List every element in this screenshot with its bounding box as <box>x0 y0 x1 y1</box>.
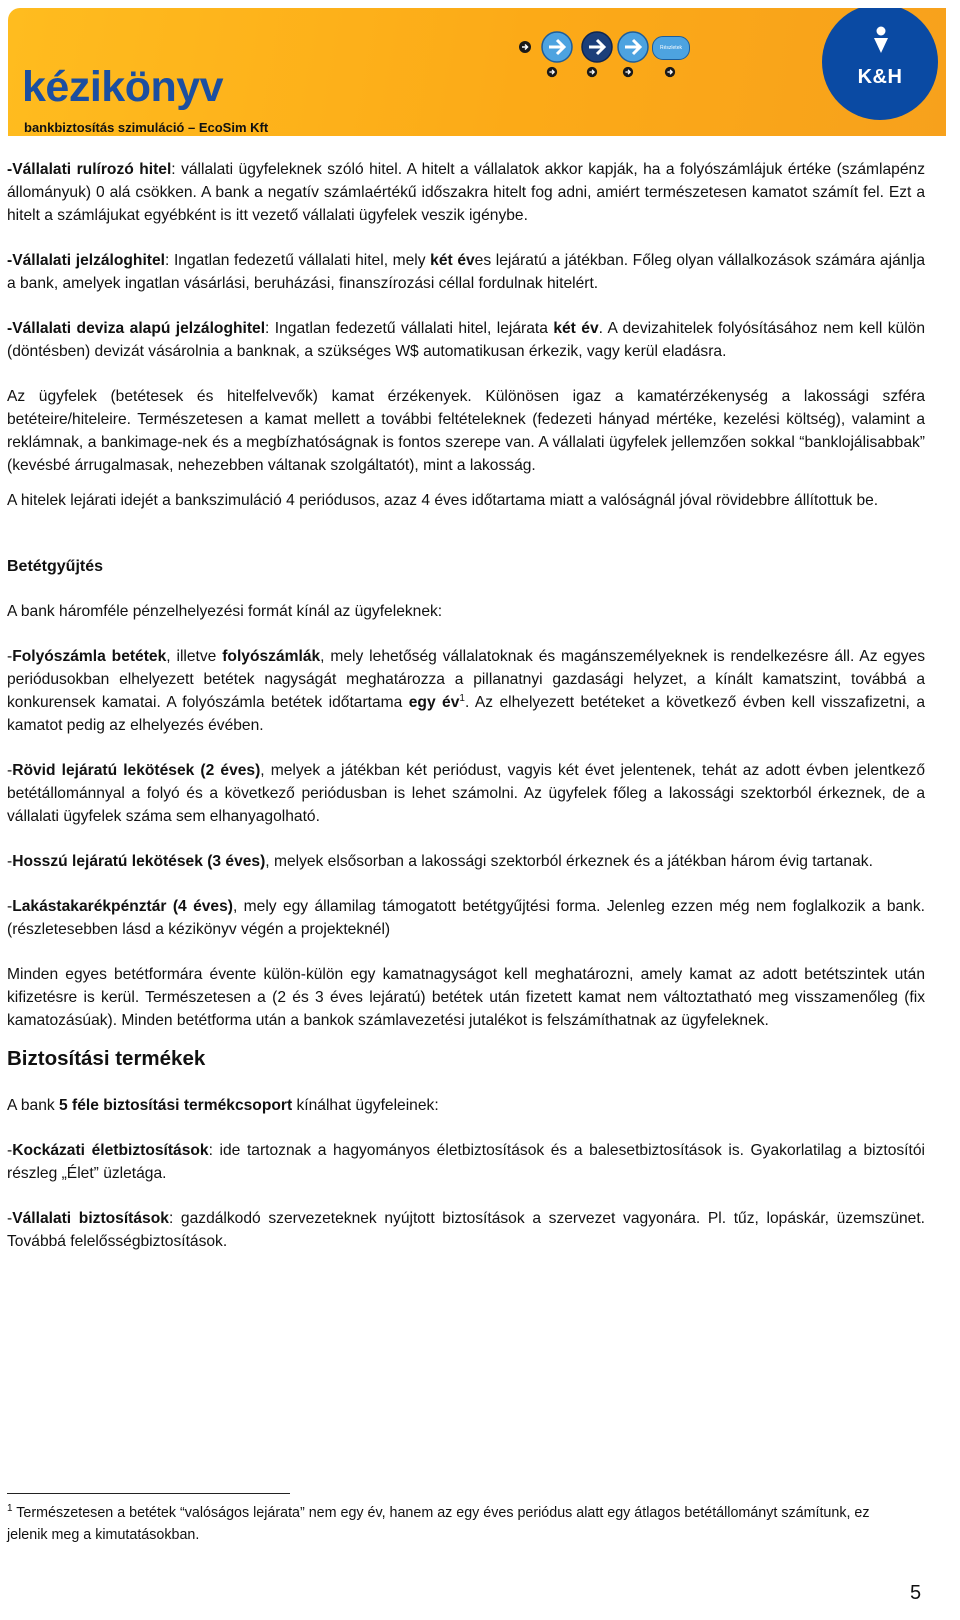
footnote-text: Természetesen a betétek “valóságos lejárata” nem egy év, hanem az egy éves periódus alatt egy átlagos betétállományt számítunk, ez jelenik meg a kimutatásokban. <box>7 1505 870 1543</box>
section-heading-deposits: Betétgyűjtés <box>7 558 104 575</box>
paragraph-short-term-deposit <box>7 759 925 828</box>
footnote-reference[interactable]: 1 <box>459 692 465 704</box>
forward-arrow-icon[interactable] <box>540 30 574 64</box>
details-button[interactable] <box>652 36 690 60</box>
kh-logo-mark-icon <box>868 26 894 54</box>
text: : gazdálkodó szervezeteknek nyújtott biztosítások a szervezet vagyonára. Pl. tűz, lopáskár, üzemszünet. Továbbá felelősségbiztosítások. <box>7 1210 926 1250</box>
text: - <box>7 648 13 665</box>
text: : vállalati ügyfeleknek szóló hitel. A hitelt a vállalatok akkor kapják, ha a folyószámlájuk értéke (számlapénz állományuk) 0 alá csökken. A bank a negatív számlaértékű időszakra hitelt fog adni, amiért természetesen kamatot számít fel. Ezt a hitelt a számlájukat egyébként is itt vezető vállalati ügyfelek veszik igénybe. <box>7 161 925 224</box>
text: - <box>7 1210 13 1227</box>
text: . Az elhelyezett betéteket a következő évben kell visszafizetni, a kamatot pedig az elhelyezés évében. <box>7 694 925 734</box>
text: es lejáratú a játékban. Főleg olyan vállalkozások számára ajánlja a bank, amelyek ingatlan vásárlási, beruházási, finanszírozási céllal fordulnak hitelért. <box>7 252 926 292</box>
paragraph-home-savings <box>7 895 925 941</box>
text: - <box>7 853 13 870</box>
footnote <box>7 1502 907 1546</box>
text: A bank <box>7 1097 60 1114</box>
paragraph-corporate-insurance <box>7 1207 925 1253</box>
term-mortgage-loan: -Vállalati jelzáloghitel <box>7 252 165 269</box>
page-number: 5 <box>910 1582 922 1604</box>
document-subtitle: bankbiztosítás szimuláció – EcoSim Kft <box>24 120 269 135</box>
term-revolving-credit: -Vállalati rulírozó hitel <box>7 161 172 178</box>
footnote-marker: 1 <box>7 1503 13 1515</box>
text: - <box>7 898 13 915</box>
header-banner <box>8 8 946 136</box>
small-arrow-icon-3[interactable] <box>586 66 598 78</box>
text: : Ingatlan fedezetű vállalati hitel, mely <box>165 252 431 269</box>
small-arrow-icon[interactable] <box>518 40 532 54</box>
paragraph-life-insurance <box>7 1139 925 1185</box>
small-arrow-icon-2[interactable] <box>546 66 558 78</box>
term-life-insurance: Kockázati életbiztosítások <box>12 1142 209 1159</box>
forward-arrow-icon-light[interactable] <box>616 30 650 64</box>
small-arrow-icon-4[interactable] <box>622 66 634 78</box>
bold-text: 5 féle biztosítási termékcsoport <box>59 1097 293 1114</box>
paragraph-loan-maturity: A hitelek lejárati idejét a bankszimuláció 4 periódusos, azaz 4 éves időtartama miatt a valóságnál jóval rövidebbre állítottuk be. <box>7 492 879 509</box>
document-title: kézikönyv <box>22 63 224 111</box>
bold-text: két év <box>553 320 599 337</box>
paragraph-long-term-deposit <box>7 850 925 873</box>
paragraph-current-account <box>7 645 925 737</box>
kh-logo-text: K&H <box>857 66 903 88</box>
main-content <box>7 158 925 1253</box>
paragraph-deposit-interest: Minden egyes betétformára évente külön-külön egy kamatnagyságot kell meghatározni, amely kamat az adott betétszintek után kifizetésre is kerül. Természetesen a (2 és 3 éves lejáratú) betétek után fizetett kamat nem változtatható meg visszamenőleg (fix kamatozásúak). Minden betétforma után a bankok számlavezetési jutalékot is felszámíthatnak az ügyfeleknek. <box>7 966 925 1029</box>
term-fx-mortgage-loan: -Vállalati deviza alapú jelzáloghitel <box>7 320 266 337</box>
kh-logo <box>822 8 938 120</box>
paragraph-fx-mortgage-loan <box>7 317 925 363</box>
bold-text: egy év <box>408 694 460 711</box>
small-arrow-icon-5[interactable] <box>664 66 676 78</box>
forward-arrow-icon-dark[interactable] <box>580 30 614 64</box>
nav-icons <box>528 30 708 80</box>
text: , mely egy államilag támogatott betétgyűjtési forma. Jelenleg ezzen még nem foglalkozik a bank. (részletesebben lásd a kézikönyv végén a projekteknél) <box>7 898 925 938</box>
text: : Ingatlan fedezetű vállalati hitel, lejárata <box>265 320 554 337</box>
term-long-term-deposit: Hosszú lejáratú lekötések (3 éves) <box>12 853 266 870</box>
bold-text: két év <box>430 252 475 269</box>
paragraph-interest-sensitivity: Az ügyfelek (betétesek és hitelfelvevők) kamat érzékenyek. Különösen igaz a kamatérzékenység a lakossági szféra betéteire/hiteleire. Természetesen a kamat mellett a további feltételeknek (fedezeti hányad mértéke, kezelési költség), valamint a reklámnak, a bankimage-nek és a megbízhatóságnak is fontos szerepe van. A vállalati ügyfelek jellemzően sokkal “banklojálisabbak” (kevésbé árrugalmasak, nehezebben váltanak szolgáltatót), mint a lakosság. <box>7 388 925 474</box>
text: : ide tartoznak a hagyományos életbiztosítások és a balesetbiztosítások is. Gyakorlatilag a biztosítói részleg „Élet” üzletága. <box>7 1142 925 1182</box>
paragraph-revolving-credit <box>7 158 925 227</box>
term-short-term-deposit: Rövid lejáratú lekötések (2 éves) <box>12 762 261 779</box>
text: , melyek a játékban két periódust, vagyis két évet jelentenek, tehát az adott évben jelentkező betétállománnyal a folyó és a következő periódusban is lehet számolni. Az ügyfelek főleg a lakossági szektorból érkeznek, de a vállalati ügyfelek száma sem elhanyagolható. <box>7 762 926 825</box>
term-home-savings: Lakástakarékpénztár (4 éves) <box>12 898 233 915</box>
section-heading-insurance: Biztosítási termékek <box>7 1047 206 1070</box>
text: kínálhat ügyfeleinek: <box>292 1097 439 1114</box>
text: - <box>7 762 13 779</box>
paragraph-deposits-intro: A bank háromféle pénzelhelyezési formát kínál az ügyfeleknek: <box>7 603 443 620</box>
term-corporate-insurance: Vállalati biztosítások <box>12 1210 169 1227</box>
text: , mely lehetőség vállalatoknak és magánszemélyeknek is rendelkezésre áll. Az egyes periódusokban elhelyezett betétek nagyságát meghatározza a pillanatnyi gazdasági helyzet, a kínált kamatszint, továbbá a konkurensek kamatai. A folyószámla betétek időtartama <box>7 648 925 711</box>
paragraph-insurance-intro <box>7 1094 925 1117</box>
details-button-label: Részletek <box>660 45 682 51</box>
text: - <box>7 1142 13 1159</box>
footnote-divider <box>7 1493 290 1494</box>
text: , melyek elsősorban a lakossági szektorból érkeznek és a játékban három évig tartanak. <box>265 853 873 870</box>
term-current-account-deposits: Folyószámla betétek <box>12 648 167 665</box>
text: , illetve <box>166 648 223 665</box>
text: . A devizahitelek folyósításához nem kell külön (döntésben) devizát vásárolnia a banknak, a szükséges W$ automatikusan érkezik, vagy kerül eladásra. <box>7 320 926 360</box>
term-current-accounts: folyószámlák <box>222 648 321 665</box>
paragraph-mortgage-loan <box>7 249 925 295</box>
